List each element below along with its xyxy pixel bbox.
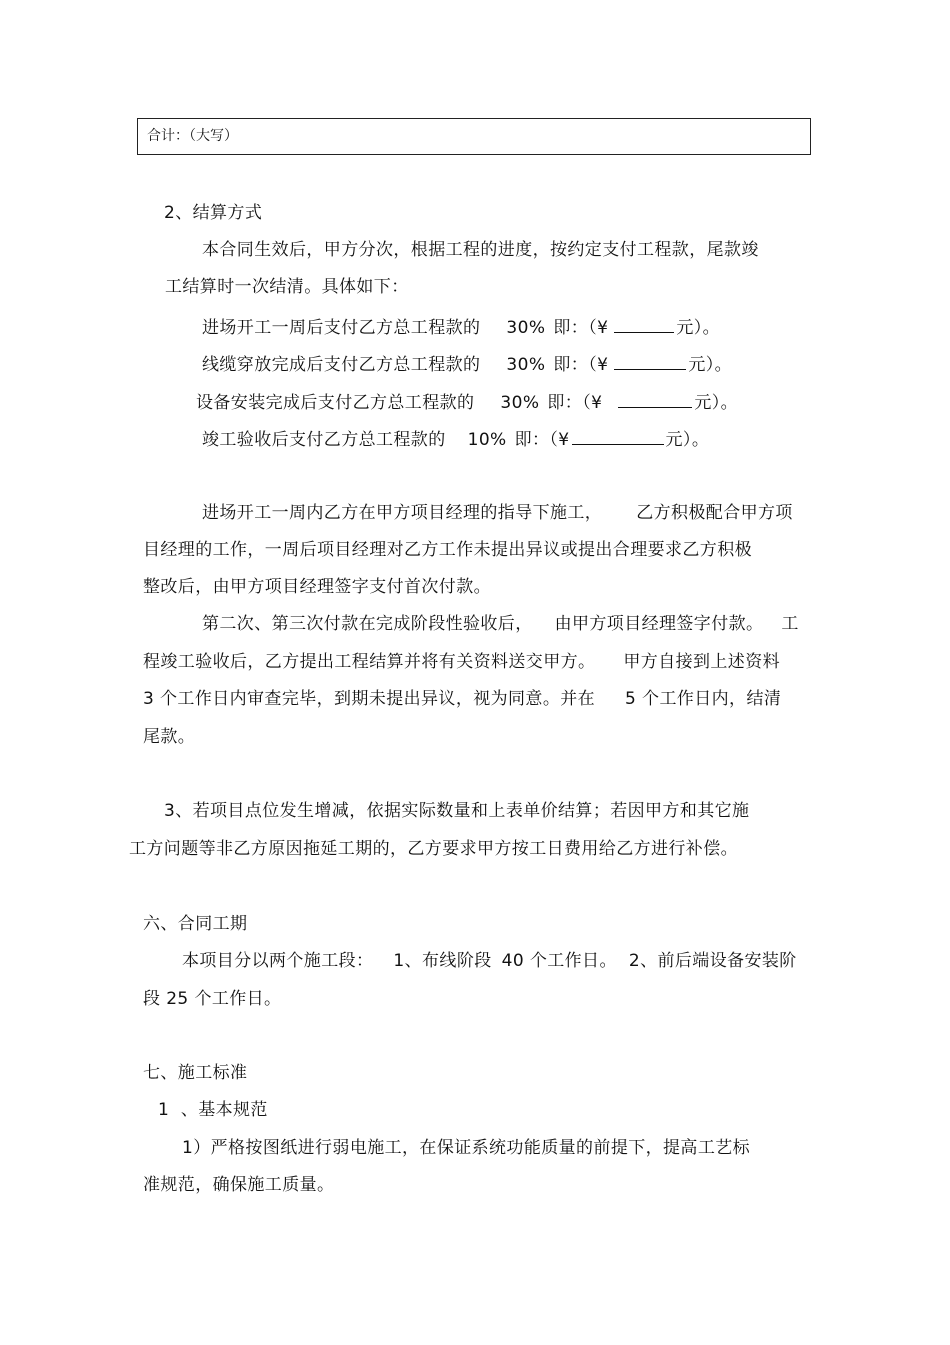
paragraph-line: 整改后，由甲方项目经理签字支付首次付款。 <box>143 577 491 597</box>
text-segment: 进场开工一周内乙方在甲方项目经理的指导下施工， <box>202 503 603 523</box>
text-segment: 甲方自接到上述资料 <box>623 652 781 672</box>
payment-amount-prefix: 即：（¥ <box>547 393 603 413</box>
text-segment: 程竣工验收后，乙方提出工程结算并将有关资料送交甲方。 <box>143 652 596 672</box>
text-segment: 2、前后端设备安装阶 <box>628 951 797 971</box>
payment-unit: 元）。 <box>688 355 733 375</box>
text-segment: 工 <box>781 614 799 634</box>
section7-item1-line1: 1）严格按图纸进行弱电施工，在保证系统功能质量的前提下，提高工艺标 <box>182 1138 751 1158</box>
text-segment: 由甲方项目经理签字付款。 <box>554 614 764 634</box>
settlement-intro-line1: 本合同生效后，甲方分次，根据工程的进度，按约定支付工程款，尾款竣 <box>202 240 759 260</box>
text-segment: 1、布线阶段 <box>393 951 492 971</box>
paragraph-line: 尾款。 <box>143 727 196 747</box>
payment-unit: 元）。 <box>676 318 721 338</box>
payment-percent: 30% <box>506 318 546 338</box>
section7-subheading: 1 、基本规范 <box>158 1100 268 1120</box>
amount-blank <box>572 427 664 445</box>
text-segment: 本项目分以两个施工段： <box>182 951 374 971</box>
payment-unit: 元）。 <box>694 393 739 413</box>
paragraph-line <box>143 652 780 672</box>
paragraph-line <box>143 689 781 709</box>
text-segment: 第二次、第三次付款在完成阶段性验收后， <box>202 614 533 634</box>
payment-line <box>196 390 738 413</box>
settlement-heading: 2、结算方式 <box>164 203 263 223</box>
payment-percent: 10% <box>467 430 507 450</box>
payment-text: 进场开工一周后支付乙方总工程款的 <box>202 318 481 338</box>
payment-amount-prefix: 即：（¥ <box>553 355 609 375</box>
text-segment: 3 个工作日内审查完毕，到期未提出异议，视为同意。并在 <box>143 689 596 709</box>
payment-text: 线缆穿放完成后支付乙方总工程款的 <box>202 355 481 375</box>
payment-line <box>202 427 709 450</box>
payment-percent: 30% <box>506 355 546 375</box>
payment-text: 设备安装完成后支付乙方总工程款的 <box>196 393 475 413</box>
total-amount-box <box>137 118 811 155</box>
amount-blank <box>614 315 674 333</box>
total-amount-label: 合计：（大写） <box>147 128 238 144</box>
payment-amount-prefix: 即：（¥ <box>553 318 609 338</box>
section6-line2: 段 25 个工作日。 <box>143 989 282 1009</box>
paragraph-line: 目经理的工作，一周后项目经理对乙方工作未提出异议或提出合理要求乙方积极 <box>143 540 752 560</box>
payment-unit: 元）。 <box>665 430 710 450</box>
text-segment: 乙方积极配合甲方项 <box>636 503 793 523</box>
payment-line <box>202 352 732 375</box>
section7-item1-line2: 准规范，确保施工质量。 <box>143 1175 335 1195</box>
payment-line <box>202 315 720 338</box>
text-segment: 40 个工作日。 <box>501 951 617 971</box>
section6-line1 <box>182 951 797 971</box>
paragraph-line <box>202 503 793 523</box>
text-segment: 5 个工作日内，结清 <box>625 689 782 709</box>
payment-percent: 30% <box>500 393 540 413</box>
section7-heading: 七、施工标准 <box>143 1063 248 1083</box>
item3-line1: 3、若项目点位发生增减，依据实际数量和上表单价结算；若因甲方和其它施 <box>164 801 750 821</box>
item3-line2: 工方问题等非乙方原因拖延工期的，乙方要求甲方按工日费用给乙方进行补偿。 <box>129 839 738 859</box>
payment-amount-prefix: 即：（¥ <box>514 430 570 450</box>
amount-blank <box>618 390 692 408</box>
section6-heading: 六、合同工期 <box>143 914 248 934</box>
amount-blank <box>614 352 686 370</box>
paragraph-line <box>202 614 799 634</box>
payment-text: 竣工验收后支付乙方总工程款的 <box>202 430 446 450</box>
settlement-intro-line2: 工结算时一次结清。具体如下： <box>165 277 409 297</box>
